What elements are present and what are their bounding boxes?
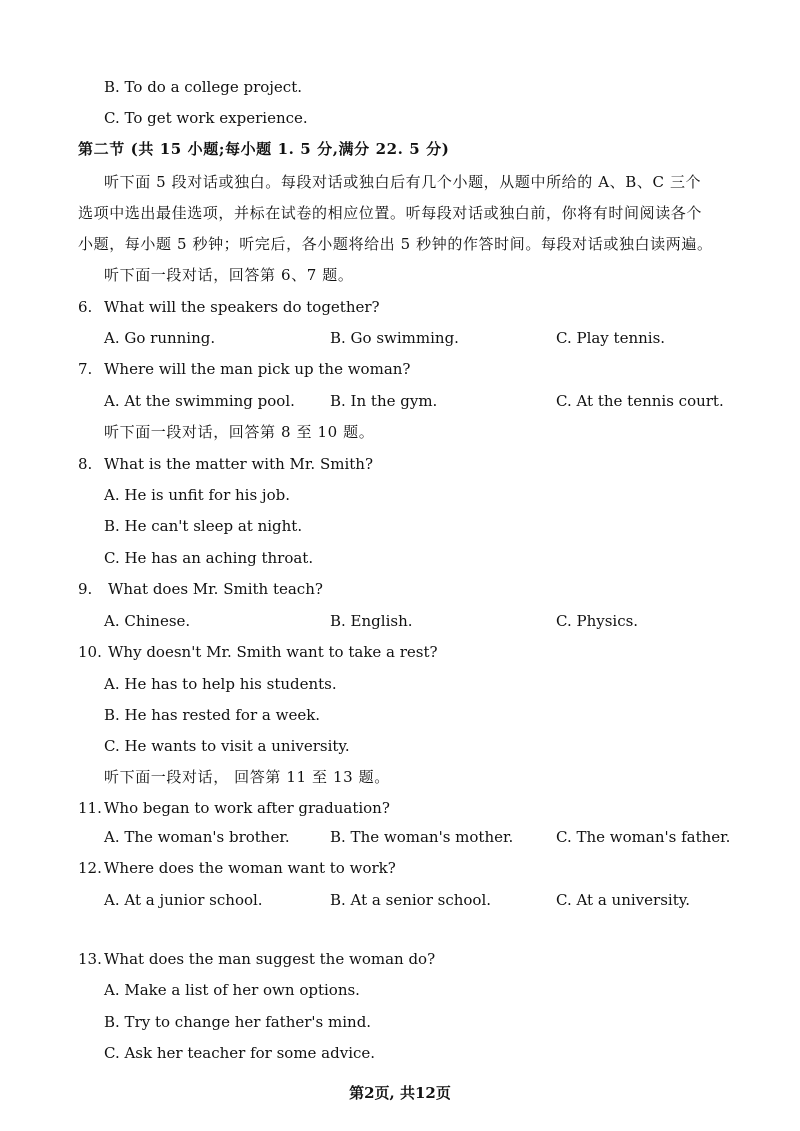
q10-option-a: A. He has to help his students. — [104, 675, 337, 693]
group-instruction-1: 听下面一段对话，回答第 6、7 题。 — [104, 266, 354, 284]
q6-option-b: B. Go swimming. — [330, 329, 459, 347]
q7-option-c: C. At the tennis court. — [556, 392, 724, 410]
question-9-text: What does Mr. Smith teach? — [108, 580, 323, 598]
q8-option-c: C. He has an aching throat. — [104, 549, 314, 567]
q13-option-a: A. Make a list of her own options. — [104, 981, 360, 999]
q7-option-a: A. At the swimming pool. — [104, 392, 295, 410]
q9-option-a: A. Chinese. — [104, 612, 191, 630]
q8-option-a: A. He is unfit for his job. — [104, 486, 290, 504]
prev-option-c: C. To get work experience. — [104, 109, 308, 127]
instructions-line-1: 听下面 5 段对话或独白。每段对话或独白后有几个小题，从题中所给的 A、B、C 三个 — [104, 173, 702, 191]
question-8-text: What is the matter with Mr. Smith? — [104, 455, 373, 473]
question-7-text: Where will the man pick up the woman? — [104, 360, 411, 378]
section-heading: 第二节 (共 15 小题;每小题 1. 5 分,满分 22. 5 分) — [78, 140, 450, 158]
q7-option-b: B. In the gym. — [330, 392, 438, 410]
instructions-line-2: 选项中选出最佳选项，并标在试卷的相应位置。听每段对话或独白前，你将有时间阅读各个 — [78, 204, 703, 222]
question-number: 9. — [78, 580, 93, 598]
question-number: 11. — [78, 799, 102, 817]
q12-option-b: B. At a senior school. — [330, 891, 492, 909]
q8-option-b: B. He can't sleep at night. — [104, 517, 303, 535]
group-instruction-3: 听下面一段对话， 回答第 11 至 13 题。 — [104, 768, 390, 786]
question-13-text: What does the man suggest the woman do? — [104, 950, 436, 968]
question-number: 12. — [78, 859, 102, 877]
q10-option-b: B. He has rested for a week. — [104, 706, 321, 724]
question-number: 6. — [78, 298, 93, 316]
question-number: 13. — [78, 950, 102, 968]
question-number: 10. — [78, 643, 102, 661]
group-instruction-2: 听下面一段对话，回答第 8 至 10 题。 — [104, 423, 375, 441]
q11-option-c: C. The woman's father. — [556, 828, 731, 846]
q10-option-c: C. He wants to visit a university. — [104, 737, 350, 755]
prev-option-b: B. To do a college project. — [104, 78, 302, 96]
q6-option-c: C. Play tennis. — [556, 329, 666, 347]
q11-option-b: B. The woman's mother. — [330, 828, 514, 846]
q6-option-a: A. Go running. — [104, 329, 216, 347]
q13-option-c: C. Ask her teacher for some advice. — [104, 1044, 376, 1062]
q9-option-c: C. Physics. — [556, 612, 639, 630]
question-12-text: Where does the woman want to work? — [104, 859, 396, 877]
instructions-line-3: 小题，每小题 5 秒钟；听完后，各小题将给出 5 秒钟的作答时间。每段对话或独白读两遍。 — [78, 235, 713, 253]
question-11-text: Who began to work after graduation? — [104, 799, 390, 817]
q12-option-c: C. At a university. — [556, 891, 690, 909]
q12-option-a: A. At a junior school. — [104, 891, 263, 909]
q11-option-a: A. The woman's brother. — [104, 828, 290, 846]
question-number: 8. — [78, 455, 93, 473]
question-number: 7. — [78, 360, 93, 378]
question-6-text: What will the speakers do together? — [104, 298, 380, 316]
question-10-text: Why doesn't Mr. Smith want to take a rest? — [108, 643, 438, 661]
q9-option-b: B. English. — [330, 612, 413, 630]
q13-option-b: B. Try to change her father's mind. — [104, 1013, 372, 1031]
page-footer: 第2页, 共12页 — [349, 1084, 451, 1102]
